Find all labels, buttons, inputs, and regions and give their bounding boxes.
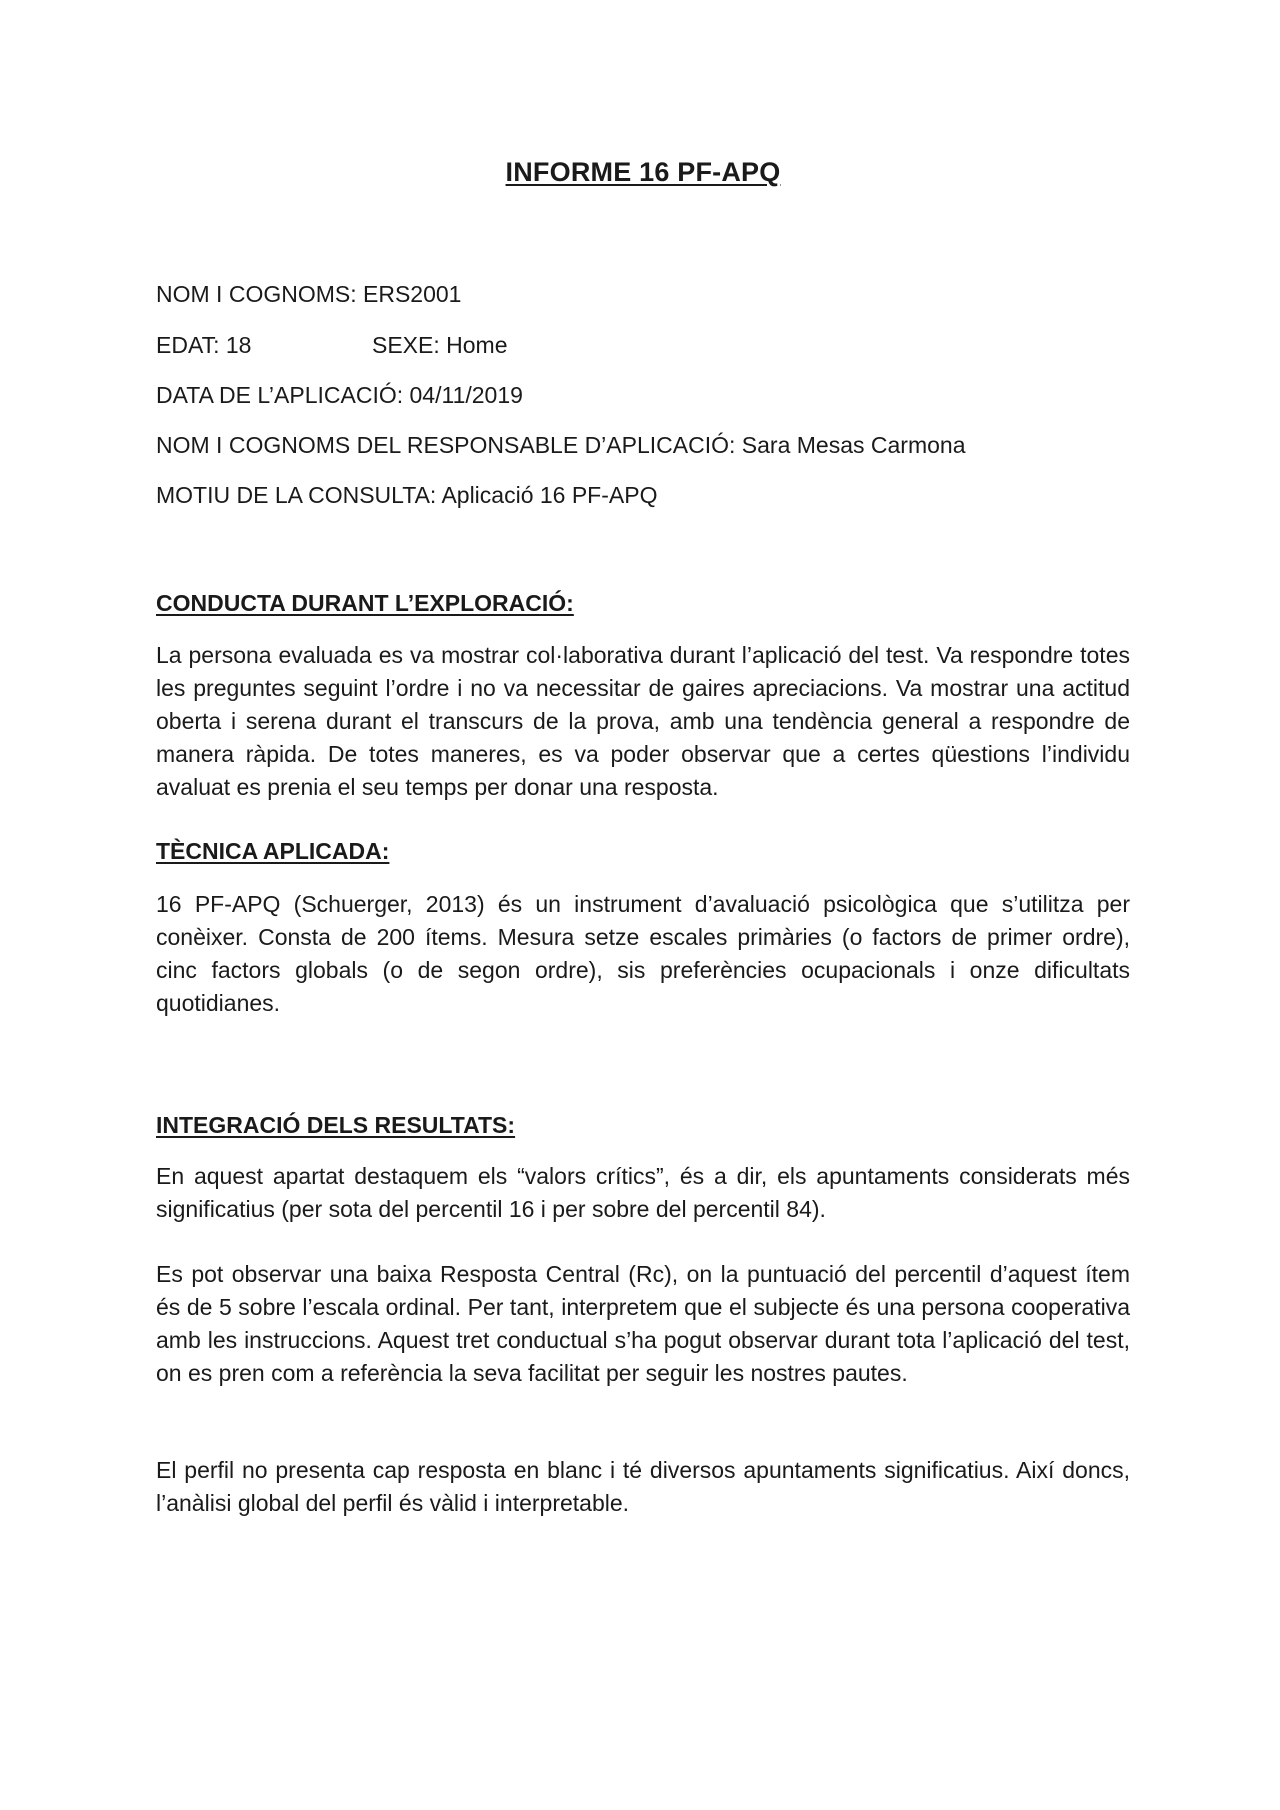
section-paragraph-integracio-3: El perfil no presenta cap resposta en blanc i té diversos apuntaments significatius. Així doncs, l’anàlisi global del perfil és vàlid i interpretable. xyxy=(156,1457,1130,1516)
field-motiu-value: Aplicació 16 PF-APQ xyxy=(441,482,658,508)
field-nom xyxy=(156,281,461,308)
field-motiu xyxy=(156,482,657,509)
field-nom-label: NOM I COGNOMS: xyxy=(156,281,357,307)
field-sexe-value: Home xyxy=(446,332,508,358)
field-nom-value: ERS2001 xyxy=(363,281,462,307)
field-sexe xyxy=(372,332,508,359)
field-responsable-label: NOM I COGNOMS DEL RESPONSABLE D’APLICACIÓ: xyxy=(156,432,736,458)
field-sexe-label: SEXE: xyxy=(372,332,440,358)
section-heading-integracio: INTEGRACIÓ DELS RESULTATS: xyxy=(156,1112,516,1138)
field-responsable-value: Sara Mesas Carmona xyxy=(741,432,966,458)
field-responsable xyxy=(156,432,965,459)
section-heading-conducta: CONDUCTA DURANT L’EXPLORACIÓ: xyxy=(156,590,574,616)
field-data-label: DATA DE L’APLICACIÓ: xyxy=(156,382,404,408)
field-edat-value: 18 xyxy=(225,332,252,358)
document-title: INFORME 16 PF-APQ xyxy=(505,157,781,187)
section-paragraph-conducta: La persona evaluada es va mostrar col·laborativa durant l’aplicació del test. Va respondre totes les preguntes seguint l’ordre i no va necessitar de gaires apreciacions. Va mostrar una actitud oberta i serena durant el transcurs de la prova, amb una tendència general a respondre de manera ràpida. De totes maneres, es va poder observar que a certes qüestions l’individu avaluat es prenia el seu temps per donar una resposta. xyxy=(156,642,1130,800)
section-paragraph-integracio-1: En aquest apartat destaquem els “valors crítics”, és a dir, els apuntaments considerats més significatius (per sota del percentil 16 i per sobre del percentil 84). xyxy=(156,1163,1130,1222)
document-page xyxy=(156,0,1130,1810)
field-motiu-label: MOTIU DE LA CONSULTA: xyxy=(156,482,437,508)
section-paragraph-integracio-2: Es pot observar una baixa Resposta Central (Rc), on la puntuació del percentil d’aquest ítem és de 5 sobre l’escala ordinal. Per tant, interpretem que el subjecte és una persona cooperativa amb les instruccions. Aquest tret conductual s’ha pogut observar durant tota l’aplicació del test, on es pren com a referència la seva facilitat per seguir les nostres pautes. xyxy=(156,1261,1130,1386)
field-edat xyxy=(156,332,251,359)
field-data xyxy=(156,382,523,409)
section-paragraph-tecnica: 16 PF-APQ (Schuerger, 2013) és un instrument d’avaluació psicològica que s’utilitza per conèixer. Consta de 200 ítems. Mesura setze escales primàries (o factors de primer ordre), cinc factors globals (o de segon ordre), sis preferències ocupacionals i onze dificultats quotidianes. xyxy=(156,891,1130,1016)
field-edat-label: EDAT: xyxy=(156,332,220,358)
field-data-value: 04/11/2019 xyxy=(409,382,523,408)
section-heading-tecnica: TÈCNICA APLICADA: xyxy=(156,838,390,864)
